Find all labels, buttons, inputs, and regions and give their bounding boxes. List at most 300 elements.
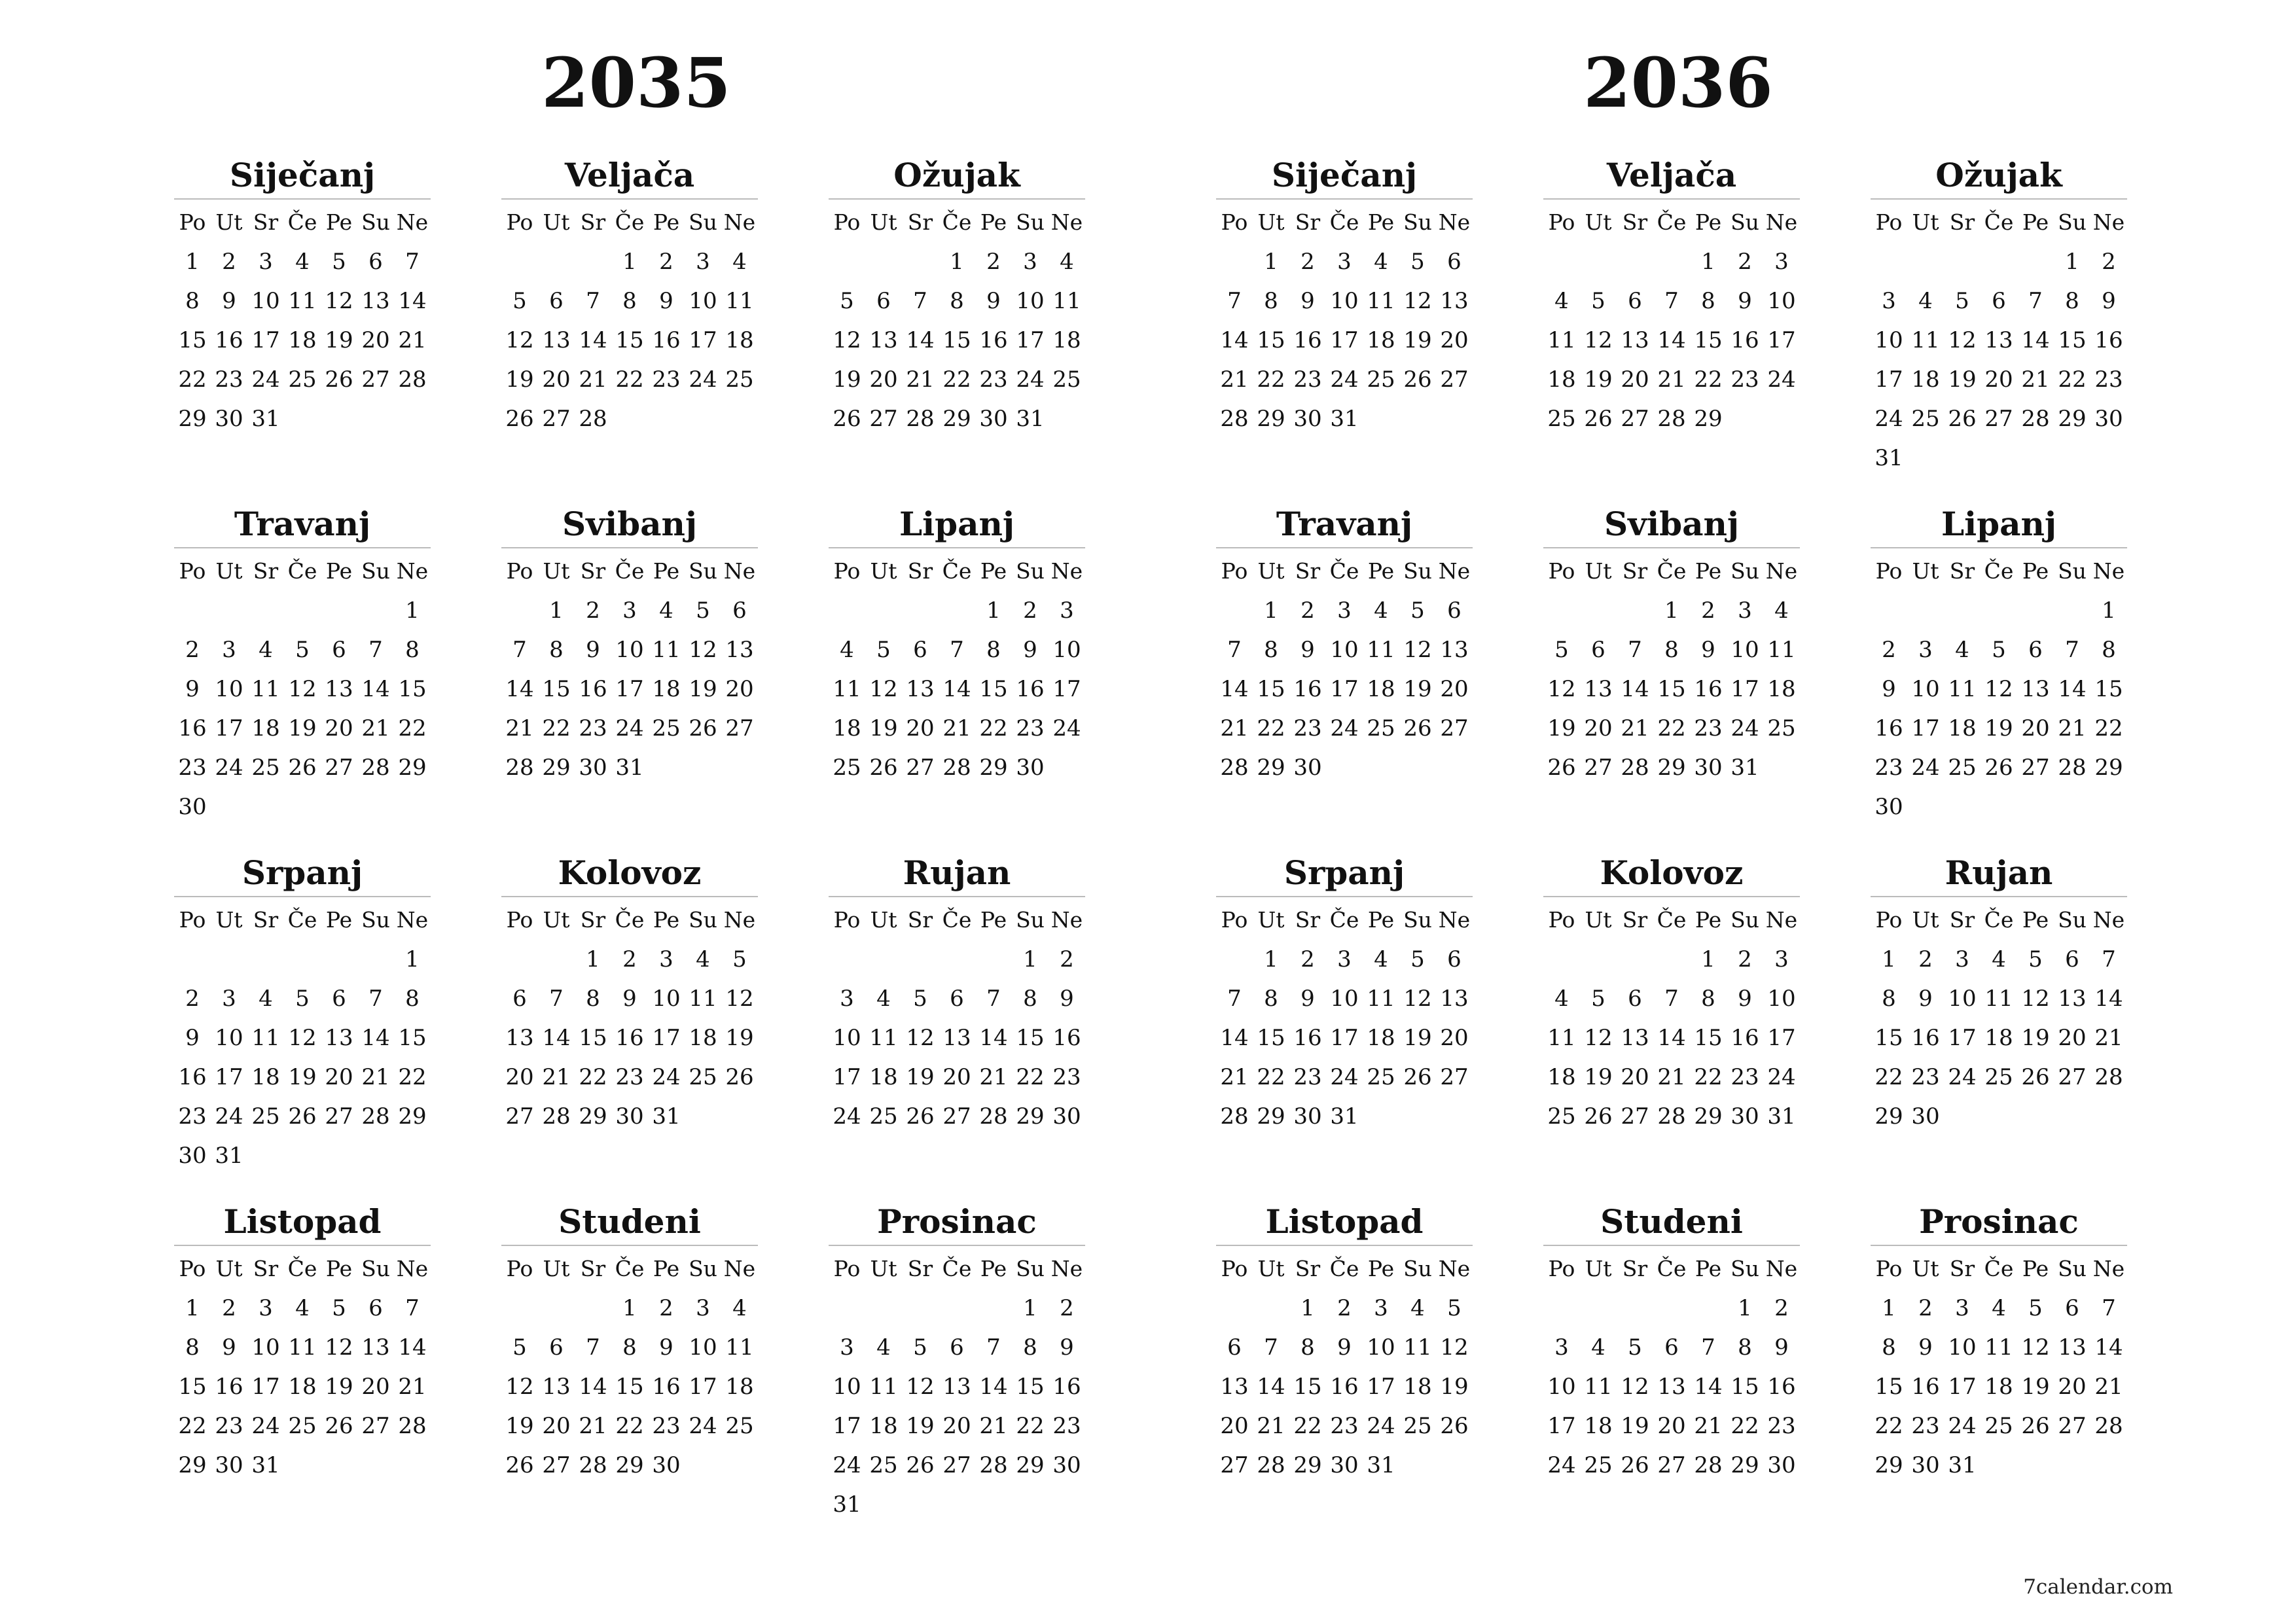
day-cell: 21: [942, 715, 971, 741]
day-cell: 23: [215, 366, 243, 393]
day-cell: 3: [222, 986, 236, 1012]
day-cell: 24: [1911, 755, 1940, 781]
day-cell: 22: [942, 366, 971, 393]
day-cell: 27: [1440, 715, 1469, 741]
empty-day-cell: [1907, 242, 1944, 281]
day-cell: 12: [1584, 1025, 1613, 1051]
empty-day-cell: [247, 940, 284, 979]
day-cell: 28: [2094, 1413, 2123, 1439]
day-cell: 22: [979, 715, 1008, 741]
day-cell: 27: [542, 406, 571, 432]
day-cell: 29: [398, 755, 427, 781]
day-grid: [174, 552, 431, 827]
weekday-header: Sr: [1949, 558, 1975, 584]
day-cell: 26: [1403, 715, 1432, 741]
weekday-header: Su: [1016, 907, 1045, 933]
weekday-header: Če: [1657, 558, 1687, 584]
day-cell: 19: [505, 366, 534, 393]
day-cell: 19: [505, 1413, 534, 1439]
day-cell: 30: [1052, 1452, 1081, 1478]
weekday-header: Sr: [1622, 558, 1648, 584]
day-cell: 4: [259, 986, 273, 1012]
day-cell: 11: [689, 986, 717, 1012]
weekday-header: Ut: [1585, 558, 1612, 584]
day-cell: 23: [178, 755, 207, 781]
day-cell: 11: [251, 1025, 280, 1051]
empty-day-cell: [1981, 591, 2017, 630]
day-cell: 29: [178, 1452, 207, 1478]
weekday-header: Če: [615, 1256, 645, 1281]
month-divider: [1871, 1245, 2127, 1246]
empty-day-cell: [357, 940, 394, 979]
weekday-header: Po: [1875, 1256, 1903, 1281]
weekday-header: Pe: [653, 1256, 680, 1281]
day-cell: 8: [185, 288, 200, 314]
day-cell: 30: [1911, 1103, 1940, 1130]
day-cell: 3: [259, 1295, 273, 1321]
day-cell: 3: [659, 946, 673, 972]
day-cell: 17: [1948, 1025, 1977, 1051]
weekday-header: Ne: [1438, 1256, 1471, 1281]
day-cell: 12: [505, 327, 534, 353]
day-cell: 17: [1767, 1025, 1796, 1051]
month-title: Rujan: [1945, 853, 2053, 892]
day-cell: 5: [913, 986, 927, 1012]
day-cell: 10: [1767, 288, 1796, 314]
day-cell: 5: [1992, 637, 2006, 663]
day-cell: 17: [1874, 366, 1903, 393]
day-cell: 28: [1694, 1452, 1723, 1478]
day-cell: 10: [215, 676, 243, 702]
weekday-header: Pe: [653, 209, 680, 235]
day-cell: 12: [725, 986, 754, 1012]
month-divider: [174, 198, 431, 200]
empty-day-cell: [211, 940, 247, 979]
day-cell: 11: [1547, 1025, 1576, 1051]
weekday-header: Ne: [396, 907, 429, 933]
day-cell: 28: [398, 1413, 427, 1439]
weekday-header: Če: [287, 558, 317, 584]
day-cell: 29: [1016, 1452, 1045, 1478]
weekday-header: Pe: [325, 1256, 353, 1281]
day-cell: 29: [579, 1103, 607, 1130]
day-cell: 29: [979, 755, 1008, 781]
day-cell: 5: [1447, 1295, 1462, 1321]
day-cell: 12: [1403, 637, 1432, 663]
day-cell: 18: [1984, 1025, 2013, 1051]
empty-day-cell: [829, 1289, 865, 1328]
day-cell: 21: [398, 327, 427, 353]
day-cell: 4: [1410, 1295, 1425, 1321]
day-cell: 10: [1367, 1334, 1395, 1361]
empty-day-cell: [1907, 591, 1944, 630]
day-cell: 15: [1257, 327, 1285, 353]
day-cell: 10: [1052, 637, 1081, 663]
day-cell: 11: [1948, 676, 1977, 702]
day-cell: 2: [185, 637, 200, 663]
day-cell: 24: [1767, 366, 1796, 393]
day-cell: 17: [1767, 327, 1796, 353]
day-cell: 2: [222, 249, 236, 275]
day-cell: 5: [1410, 249, 1425, 275]
day-cell: 8: [1664, 637, 1679, 663]
day-cell: 19: [1403, 1025, 1432, 1051]
day-cell: 20: [542, 366, 571, 393]
day-cell: 18: [251, 715, 280, 741]
day-cell: 25: [652, 715, 681, 741]
day-cell: 26: [689, 715, 717, 741]
weekday-header: Sr: [1622, 209, 1648, 235]
day-cell: 20: [1621, 366, 1649, 393]
day-cell: 16: [1293, 327, 1322, 353]
empty-day-cell: [284, 591, 321, 630]
day-cell: 7: [1628, 637, 1642, 663]
weekday-header: Po: [506, 1256, 533, 1281]
day-cell: 18: [288, 1374, 317, 1400]
weekday-header: Ne: [1050, 1256, 1083, 1281]
day-cell: 24: [1731, 715, 1759, 741]
day-cell: 19: [906, 1413, 935, 1439]
day-cell: 3: [1955, 946, 1969, 972]
day-cell: 7: [2065, 637, 2079, 663]
empty-day-cell: [1580, 242, 1617, 281]
empty-day-cell: [1216, 591, 1253, 630]
weekday-header: Su: [1403, 209, 1432, 235]
day-cell: 12: [689, 637, 717, 663]
day-cell: 28: [2058, 755, 2087, 781]
day-cell: 22: [178, 1413, 207, 1439]
empty-day-cell: [1653, 940, 1690, 979]
day-cell: 9: [1701, 637, 1715, 663]
weekday-header: Po: [179, 907, 206, 933]
day-cell: 2: [1060, 946, 1074, 972]
empty-day-cell: [174, 940, 211, 979]
month-divider: [1543, 896, 1800, 897]
day-cell: 25: [1984, 1064, 2013, 1090]
weekday-header: Če: [1984, 1256, 2014, 1281]
day-cell: 6: [332, 637, 346, 663]
day-cell: 18: [1584, 1413, 1613, 1439]
day-cell: 21: [1657, 366, 1686, 393]
day-cell: 8: [1701, 986, 1715, 1012]
weekday-header: Po: [1875, 209, 1903, 235]
day-cell: 20: [2021, 715, 2050, 741]
day-cell: 8: [1264, 986, 1278, 1012]
day-cell: 18: [725, 327, 754, 353]
day-cell: 28: [1220, 406, 1249, 432]
weekday-header: Po: [1875, 907, 1903, 933]
day-cell: 6: [913, 637, 927, 663]
day-cell: 17: [251, 327, 280, 353]
day-cell: 11: [869, 1374, 898, 1400]
day-cell: 10: [1330, 637, 1359, 663]
day-cell: 11: [1403, 1334, 1432, 1361]
day-cell: 29: [1257, 755, 1285, 781]
day-cell: 24: [689, 1413, 717, 1439]
weekday-header: Su: [1016, 558, 1045, 584]
day-cell: 5: [1591, 986, 1605, 1012]
day-cell: 23: [1293, 715, 1322, 741]
weekday-header: Ut: [1912, 907, 1939, 933]
empty-day-cell: [1944, 591, 1981, 630]
day-cell: 7: [913, 288, 927, 314]
month-title: Kolovoz: [1600, 853, 1744, 892]
day-cell: 19: [1403, 676, 1432, 702]
day-cell: 19: [725, 1025, 754, 1051]
day-cell: 15: [1731, 1374, 1759, 1400]
month-title: Srpanj: [242, 853, 363, 892]
day-grid: [1543, 552, 1800, 787]
day-cell: 10: [215, 1025, 243, 1051]
day-cell: 1: [2065, 249, 2079, 275]
day-cell: 23: [1016, 715, 1045, 741]
day-grid: [829, 203, 1085, 438]
day-cell: 24: [1948, 1413, 1977, 1439]
day-cell: 3: [696, 1295, 710, 1321]
day-cell: 12: [1584, 327, 1613, 353]
day-cell: 20: [942, 1413, 971, 1439]
day-cell: 30: [652, 1452, 681, 1478]
day-cell: 23: [1052, 1413, 1081, 1439]
weekday-header: Po: [1548, 1256, 1575, 1281]
day-cell: 21: [1694, 1413, 1723, 1439]
day-cell: 16: [1052, 1374, 1081, 1400]
day-cell: 1: [1701, 946, 1715, 972]
day-cell: 19: [288, 1064, 317, 1090]
weekday-header: Sr: [1295, 1256, 1321, 1281]
day-cell: 16: [579, 676, 607, 702]
month-divider: [829, 198, 1085, 200]
weekday-header: Ne: [396, 1256, 429, 1281]
day-cell: 14: [1220, 676, 1249, 702]
month-divider: [829, 547, 1085, 548]
day-cell: 3: [1882, 288, 1896, 314]
weekday-header: Ne: [1438, 907, 1471, 933]
day-cell: 28: [2094, 1064, 2123, 1090]
day-cell: 23: [1911, 1064, 1940, 1090]
day-cell: 27: [325, 755, 353, 781]
month-divider: [174, 896, 431, 897]
weekday-header: Su: [689, 558, 717, 584]
day-cell: 22: [1731, 1413, 1759, 1439]
weekday-header: Če: [615, 907, 645, 933]
day-cell: 8: [1023, 986, 1037, 1012]
month-title: Svibanj: [562, 505, 697, 543]
footer-site-link[interactable]: 7calendar.com: [2023, 1575, 2173, 1599]
day-cell: 21: [1657, 1064, 1686, 1090]
day-cell: 16: [1911, 1025, 1940, 1051]
day-cell: 23: [1731, 1064, 1759, 1090]
day-cell: 7: [1264, 1334, 1278, 1361]
day-cell: 12: [505, 1374, 534, 1400]
day-cell: 16: [1731, 327, 1759, 353]
day-cell: 30: [1911, 1452, 1940, 1478]
day-cell: 20: [2058, 1025, 2087, 1051]
day-cell: 20: [2058, 1374, 2087, 1400]
weekday-header: Po: [1548, 907, 1575, 933]
day-cell: 2: [1738, 249, 1752, 275]
weekday-header: Sr: [580, 1256, 606, 1281]
day-cell: 28: [579, 406, 607, 432]
day-cell: 4: [732, 249, 747, 275]
day-cell: 5: [295, 637, 310, 663]
day-cell: 20: [1440, 1025, 1469, 1051]
weekday-header: Sr: [1622, 1256, 1648, 1281]
day-cell: 8: [405, 986, 420, 1012]
day-cell: 24: [1052, 715, 1081, 741]
day-cell: 4: [840, 637, 854, 663]
day-cell: 10: [1767, 986, 1796, 1012]
weekday-header: Pe: [1367, 209, 1395, 235]
month-divider: [1543, 547, 1800, 548]
day-cell: 27: [2021, 755, 2050, 781]
day-cell: 27: [1220, 1452, 1249, 1478]
day-cell: 27: [325, 1103, 353, 1130]
day-cell: 4: [696, 946, 710, 972]
weekday-header: Sr: [253, 1256, 279, 1281]
day-cell: 28: [505, 755, 534, 781]
weekday-header: Pe: [1367, 907, 1395, 933]
day-cell: 28: [361, 1103, 390, 1130]
day-cell: 7: [986, 986, 1001, 1012]
day-cell: 7: [1664, 288, 1679, 314]
day-cell: 22: [1293, 1413, 1322, 1439]
month-divider: [1871, 547, 2127, 548]
day-cell: 23: [1767, 1413, 1796, 1439]
weekday-header: Pe: [325, 907, 353, 933]
day-cell: 29: [942, 406, 971, 432]
day-cell: 5: [512, 1334, 527, 1361]
day-cell: 15: [1694, 1025, 1723, 1051]
day-cell: 4: [1554, 288, 1569, 314]
day-cell: 31: [1731, 755, 1759, 781]
day-cell: 17: [215, 715, 243, 741]
day-cell: 21: [1220, 715, 1249, 741]
day-cell: 20: [1220, 1413, 1249, 1439]
day-cell: 3: [1918, 637, 1933, 663]
day-cell: 30: [1694, 755, 1723, 781]
weekday-header: Sr: [253, 558, 279, 584]
day-cell: 30: [615, 1103, 644, 1130]
day-cell: 4: [1591, 1334, 1605, 1361]
day-cell: 13: [2021, 676, 2050, 702]
day-cell: 14: [505, 676, 534, 702]
day-cell: 13: [906, 676, 935, 702]
day-cell: 14: [2021, 327, 2050, 353]
empty-day-cell: [1871, 591, 1907, 630]
day-cell: 20: [1440, 676, 1469, 702]
day-cell: 15: [1874, 1374, 1903, 1400]
day-cell: 2: [1774, 1295, 1789, 1321]
day-cell: 20: [1621, 1064, 1649, 1090]
day-cell: 23: [652, 1413, 681, 1439]
month-title: Lipanj: [1941, 505, 2056, 543]
weekday-header: Po: [1221, 1256, 1248, 1281]
empty-day-cell: [501, 940, 538, 979]
weekday-header: Ut: [1257, 907, 1285, 933]
day-cell: 8: [2065, 288, 2079, 314]
empty-day-cell: [1580, 940, 1617, 979]
day-cell: 7: [405, 249, 420, 275]
day-cell: 10: [1016, 288, 1045, 314]
day-cell: 17: [689, 327, 717, 353]
day-cell: 24: [251, 1413, 280, 1439]
weekday-header: Ne: [1050, 558, 1083, 584]
day-cell: 22: [615, 1413, 644, 1439]
day-cell: 22: [1257, 715, 1285, 741]
day-cell: 4: [1374, 597, 1388, 624]
empty-day-cell: [975, 1289, 1012, 1328]
month-title: Srpanj: [1283, 853, 1405, 892]
day-cell: 17: [1052, 676, 1081, 702]
day-cell: 7: [368, 986, 383, 1012]
day-cell: 1: [1264, 946, 1278, 972]
day-cell: 12: [2021, 1334, 2050, 1361]
day-cell: 30: [1330, 1452, 1359, 1478]
day-cell: 8: [950, 288, 964, 314]
day-grid: [174, 901, 431, 1175]
day-cell: 3: [259, 249, 273, 275]
day-cell: 4: [1060, 249, 1074, 275]
day-grid: [829, 901, 1085, 1136]
day-cell: 15: [1016, 1374, 1045, 1400]
day-cell: 19: [2021, 1374, 2050, 1400]
day-cell: 29: [1257, 406, 1285, 432]
day-cell: 1: [1300, 1295, 1315, 1321]
weekday-header: Ut: [543, 558, 570, 584]
day-cell: 31: [833, 1491, 861, 1518]
day-cell: 7: [1664, 986, 1679, 1012]
weekday-header: Su: [361, 907, 390, 933]
empty-day-cell: [538, 1289, 575, 1328]
weekday-header: Ne: [2092, 1256, 2125, 1281]
empty-day-cell: [829, 940, 865, 979]
empty-day-cell: [939, 1289, 975, 1328]
empty-day-cell: [1981, 242, 2017, 281]
day-cell: 27: [2058, 1064, 2087, 1090]
day-cell: 22: [615, 366, 644, 393]
month-title: Svibanj: [1604, 505, 1739, 543]
empty-day-cell: [865, 242, 902, 281]
day-cell: 13: [1584, 676, 1613, 702]
day-cell: 2: [1918, 1295, 1933, 1321]
day-cell: 8: [549, 637, 564, 663]
day-cell: 30: [2094, 406, 2123, 432]
day-cell: 16: [979, 327, 1008, 353]
day-cell: 26: [2021, 1064, 2050, 1090]
day-cell: 5: [1591, 288, 1605, 314]
day-cell: 5: [332, 1295, 346, 1321]
day-cell: 22: [579, 1064, 607, 1090]
day-cell: 10: [1330, 986, 1359, 1012]
day-cell: 11: [1911, 327, 1940, 353]
day-cell: 31: [1948, 1452, 1977, 1478]
month-title: Listopad: [223, 1202, 382, 1241]
weekday-header: Ne: [396, 209, 429, 235]
day-cell: 26: [1948, 406, 1977, 432]
day-cell: 1: [185, 249, 200, 275]
weekday-header: Pe: [980, 209, 1007, 235]
day-cell: 18: [689, 1025, 717, 1051]
weekday-header: Če: [942, 209, 972, 235]
day-cell: 12: [1547, 676, 1576, 702]
day-cell: 31: [251, 1452, 280, 1478]
day-cell: 10: [251, 288, 280, 314]
day-cell: 29: [1874, 1452, 1903, 1478]
day-cell: 9: [659, 1334, 673, 1361]
day-cell: 1: [405, 597, 420, 624]
day-cell: 20: [325, 715, 353, 741]
